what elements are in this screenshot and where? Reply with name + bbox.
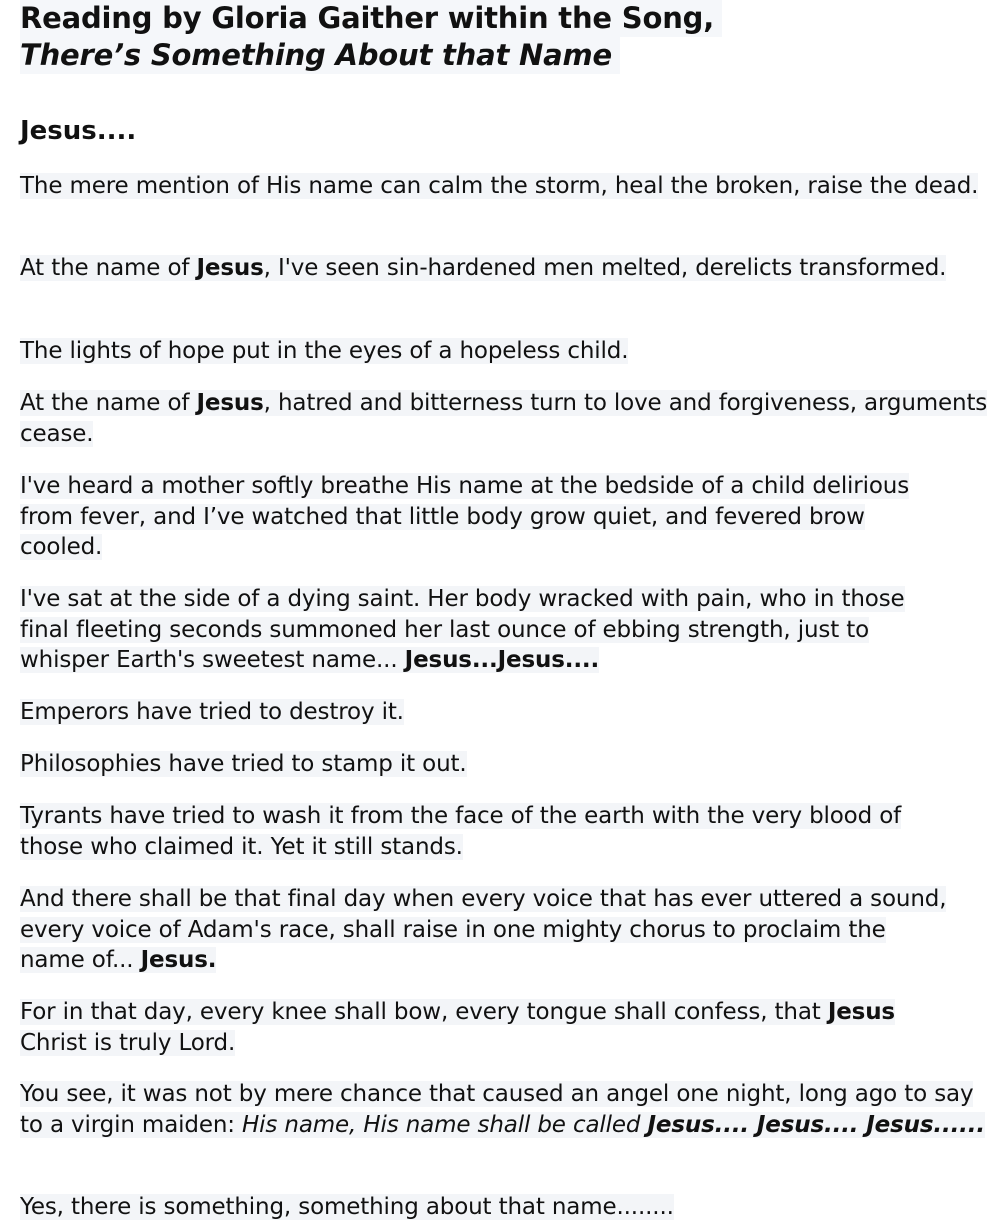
title-line-1: Reading by Gloria Gaither within the Song, (20, 0, 722, 37)
paragraph-10 (20, 884, 950, 976)
paragraph-2-text-end: , I've seen sin-hardened men melted, derelicts transformed. (263, 255, 947, 281)
paragraph-2 (20, 253, 995, 284)
document-title (20, 0, 722, 74)
paragraph-12-bold-italic: Jesus.... Jesus.... Jesus...... (647, 1111, 985, 1138)
paragraph-7: Emperors have tried to destroy it. (20, 699, 404, 725)
paragraph-13: Yes, there is something, something about that name........ (20, 1194, 674, 1220)
paragraph-10-bold: Jesus. (140, 947, 217, 973)
paragraph-12-text: You see, it was not by mere chance that caused an angel one night, long ago to say to a virgin maiden: (20, 1081, 974, 1138)
paragraph-4-text-end: , hatred and bitterness turn to love and forgiveness, arguments cease. (20, 390, 988, 447)
paragraph-11-text: For in that day, every knee shall bow, every tongue shall confess, that (20, 999, 828, 1025)
paragraph-4 (20, 388, 995, 449)
paragraph-6 (20, 584, 960, 676)
paragraph-11-bold: Jesus (827, 999, 895, 1025)
paragraph-8: Philosophies have tried to stamp it out. (20, 751, 467, 777)
paragraph-12-italic: His name, His name shall be called (242, 1111, 648, 1138)
paragraph-1: The mere mention of His name can calm the storm, heal the broken, raise the dead. (20, 173, 979, 199)
paragraph-4-text: At the name of (20, 390, 197, 416)
paragraph-6-bold: Jesus...Jesus.... (404, 647, 600, 673)
paragraph-11 (20, 997, 920, 1058)
title-line-2: There’s Something About that Name (20, 37, 620, 74)
paragraph-5: I've heard a mother softly breathe His name at the bedside of a child delirious from fever, and I’ve watched that little body grow quiet, and fevered brow cooled. (20, 473, 910, 560)
paragraph-4-bold: Jesus (196, 390, 264, 416)
paragraph-11-text-end: Christ is truly Lord. (20, 1029, 236, 1056)
section-heading: Jesus.... (20, 116, 137, 146)
paragraph-12 (20, 1079, 998, 1140)
paragraph-9: Tyrants have tried to wash it from the face of the earth with the very blood of those who claimed it. Yet it still stands. (20, 803, 902, 860)
paragraph-3: The lights of hope put in the eyes of a hopeless child. (20, 338, 629, 364)
paragraph-2-bold: Jesus (196, 255, 264, 281)
paragraph-10-text: And there shall be that final day when every voice that has ever uttered a sound, every voice of Adam's race, shall raise in one mighty chorus to proclaim the name of... (20, 886, 947, 973)
paragraph-6-text: I've sat at the side of a dying saint. Her body wracked with pain, who in those final fleeting seconds summoned her last ounce of ebbing strength, just to whisper Earth's sweetest name... (20, 586, 905, 673)
paragraph-2-text: At the name of (20, 255, 197, 281)
